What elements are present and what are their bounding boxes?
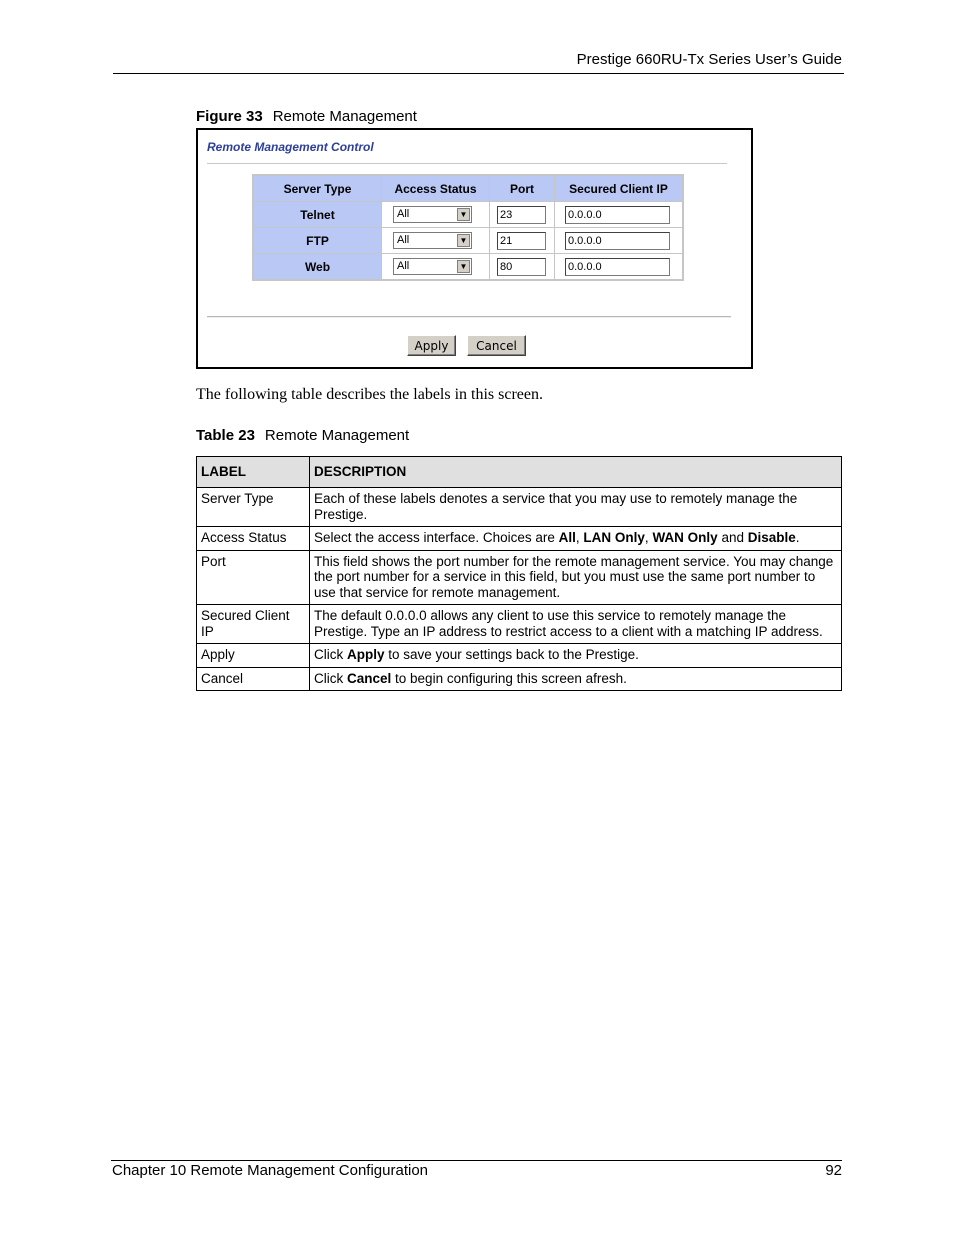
column-header: Port	[490, 175, 555, 202]
access-status-select-web[interactable]: All ▼	[393, 258, 472, 275]
dropdown-arrow-icon[interactable]: ▼	[457, 234, 470, 247]
table-row	[197, 644, 842, 668]
table-row	[253, 254, 683, 281]
row-label: Secured Client IP	[197, 605, 310, 644]
header-title: Prestige 660RU-Tx Series User’s Guide	[576, 51, 842, 68]
page-number: 92	[825, 1162, 842, 1179]
table-row	[253, 228, 683, 254]
secured-client-ip-input-ftp[interactable]: 0.0.0.0	[565, 232, 670, 250]
dropdown-arrow-icon[interactable]: ▼	[457, 260, 470, 273]
panel-title: Remote Management Control	[207, 140, 374, 154]
intro-paragraph: The following table describes the labels in this screen.	[196, 386, 544, 403]
row-description: This field shows the port number for the remote management service. You may change the port number for a service in this field, but you must use the same port number to use that service for remote management.	[310, 550, 842, 605]
cancel-button[interactable]: Cancel	[467, 335, 526, 356]
row-description: Each of these labels denotes a service that you may use to remotely manage the Prestige.	[310, 488, 842, 527]
row-label: Apply	[197, 644, 310, 668]
remote-management-table	[252, 174, 684, 281]
column-header: Secured Client IP	[555, 175, 684, 202]
server-type-telnet: Telnet	[253, 202, 382, 228]
figure-screenshot	[196, 128, 753, 369]
access-status-select-telnet[interactable]: All ▼	[393, 206, 472, 223]
table-header-row	[197, 457, 842, 488]
apply-button[interactable]: Apply	[407, 335, 456, 356]
table-row	[197, 488, 842, 527]
button-divider	[207, 316, 731, 318]
table-row	[253, 202, 683, 228]
access-status-select-ftp[interactable]: All ▼	[393, 232, 472, 249]
secured-client-ip-input-web[interactable]: 0.0.0.0	[565, 258, 670, 276]
server-type-web: Web	[253, 254, 382, 281]
figure-caption	[196, 108, 417, 125]
column-header-description: DESCRIPTION	[310, 457, 842, 488]
column-header: Server Type	[253, 175, 382, 202]
table-row	[197, 527, 842, 551]
table-caption-text: Remote Management	[264, 427, 410, 444]
panel-title-divider	[207, 163, 727, 164]
table-row	[197, 605, 842, 644]
port-input-telnet[interactable]: 23	[497, 206, 546, 224]
label-description-table	[196, 456, 842, 691]
row-label: Server Type	[197, 488, 310, 527]
table-caption	[196, 427, 409, 444]
table-caption-label: Table 23	[196, 427, 255, 444]
column-header: Access Status	[382, 175, 490, 202]
dropdown-arrow-icon[interactable]: ▼	[457, 208, 470, 221]
row-description: The default 0.0.0.0 allows any client to use this service to remotely manage the Prestige. Type an IP address to restrict access to a client with a matching IP address.	[310, 605, 842, 644]
column-header-label: LABEL	[197, 457, 310, 488]
port-input-web[interactable]: 80	[497, 258, 546, 276]
footer-divider	[111, 1160, 842, 1161]
row-description: Click Apply to save your settings back to the Prestige.	[310, 644, 842, 668]
row-description: Select the access interface. Choices are All, LAN Only, WAN Only and Disable.	[310, 527, 842, 551]
table-header-row	[253, 175, 683, 202]
row-label: Access Status	[197, 527, 310, 551]
port-input-ftp[interactable]: 21	[497, 232, 546, 250]
row-description: Click Cancel to begin configuring this screen afresh.	[310, 667, 842, 691]
footer-chapter: Chapter 10 Remote Management Configuration	[112, 1162, 429, 1179]
secured-client-ip-input-telnet[interactable]: 0.0.0.0	[565, 206, 670, 224]
server-type-ftp: FTP	[253, 228, 382, 254]
table-row	[197, 550, 842, 605]
figure-caption-text: Remote Management	[272, 108, 417, 125]
table-row	[197, 667, 842, 691]
row-label: Cancel	[197, 667, 310, 691]
figure-caption-label: Figure 33	[196, 108, 263, 125]
row-label: Port	[197, 550, 310, 605]
header-divider	[113, 73, 844, 74]
